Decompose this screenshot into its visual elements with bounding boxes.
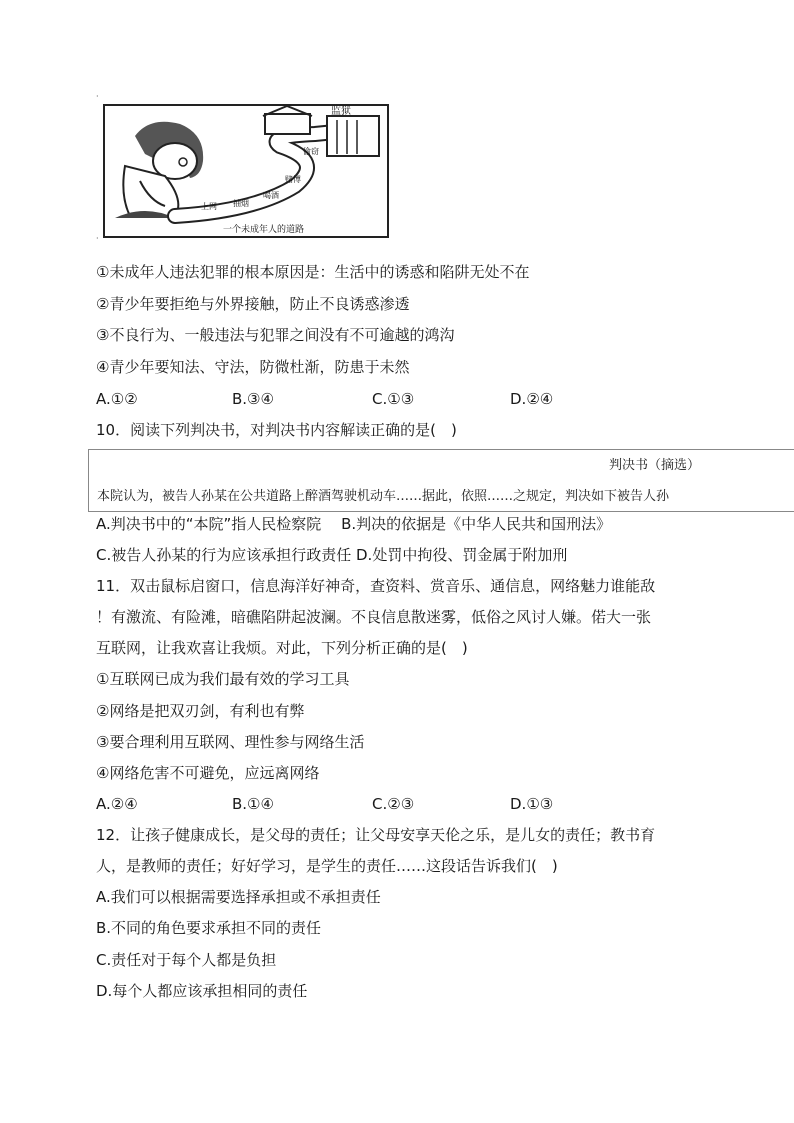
prison-label: 监狱 [331, 106, 351, 117]
q12-stem-line1: 12．让孩子健康成长，是父母的责任；让父母安享天伦之乐，是儿女的责任；教书育 [96, 826, 656, 844]
q10-options-line2: C.被告人孙某的行为应该承担行政责任 D.处罚中拘役、罚金属于附加刑 [96, 546, 568, 564]
judgment-title: 判决书（摘选） [609, 458, 701, 473]
option-b[interactable]: B.①④ [232, 795, 274, 813]
prison-icon [327, 116, 379, 156]
q9-statement-2: ②青少年要拒绝与外界接触，防止不良诱惑渗透 [96, 295, 410, 313]
option-d[interactable]: D.②④ [510, 390, 554, 408]
path-label: 喝酒 [263, 191, 279, 200]
q12-option-c[interactable]: C.责任对于每个人都是负担 [96, 951, 277, 969]
option-a[interactable]: A.①② [96, 390, 138, 408]
person-head [153, 143, 197, 179]
cartoon-figure [103, 104, 389, 238]
q9-statement-3: ③不良行为、一般违法与犯罪之间没有不可逾越的鸿沟 [96, 326, 455, 344]
q11-statement-2: ②网络是把双刃剑，有利也有弊 [96, 702, 305, 720]
option-d[interactable]: D.①③ [510, 795, 554, 813]
path-label: 偷窃 [303, 147, 319, 156]
figure-caption: 一个未成年人的道路 [223, 225, 305, 235]
q10-stem: 10．阅读下列判决书，对判决书内容解读正确的是( ) [96, 421, 457, 439]
q11-statement-4: ④网络危害不可避免，应远离网络 [96, 764, 320, 782]
q11-statement-1: ①互联网已成为我们最有效的学习工具 [96, 670, 350, 688]
path-label: 赌博 [285, 175, 301, 184]
q10-options-line1: A.判决书中的“本院”指人民检察院 B.判决的依据是《中华人民共和国刑法》 [96, 515, 612, 533]
option-c[interactable]: C.①③ [372, 390, 415, 408]
q12-option-a[interactable]: A.我们可以根据需要选择承担或不承担责任 [96, 888, 381, 906]
scan-dot: · [96, 92, 99, 101]
q11-statement-3: ③要合理利用互联网、理性参与网络生活 [96, 733, 365, 751]
q9-statement-4: ④青少年要知法、守法，防微杜渐，防患于未然 [96, 358, 410, 376]
q11-stem-line2: ！有激流、有险滩，暗礁陷阱起波澜。不良信息散迷雾，低俗之风讨人嫌。偌大一张 [96, 608, 652, 626]
option-c[interactable]: C.②③ [372, 795, 415, 813]
judgment-box [88, 449, 794, 512]
cartoon-drawing [105, 106, 387, 236]
option-b[interactable]: B.③④ [232, 390, 274, 408]
path-label: 抽烟 [233, 199, 249, 208]
q12-stem-line2: 人，是教师的责任；好好学习，是学生的责任……这段话告诉我们( ) [96, 857, 558, 875]
q11-stem-line1: 11．双击鼠标启窗口，信息海洋好神奇，查资料、赏音乐、通信息，网络魅力谁能敌 [96, 577, 656, 595]
q11-stem-line3: 互联网，让我欢喜让我烦。对此，下列分析正确的是( ) [96, 639, 468, 657]
q9-statement-1: ①未成年人违法犯罪的根本原因是：生活中的诱惑和陷阱无处不在 [96, 263, 530, 281]
q12-option-b[interactable]: B.不同的角色要求承担不同的责任 [96, 919, 322, 937]
scan-dot: · [96, 234, 99, 243]
judgment-body: 本院认为，被告人孙某在公共道路上醉酒驾驶机动车……据此，依照……之规定，判决如下被告人孙 [97, 489, 670, 504]
house-icon [265, 114, 310, 134]
path-label: 上网 [201, 202, 217, 211]
option-a[interactable]: A.②④ [96, 795, 138, 813]
q12-option-d[interactable]: D.每个人都应该承担相同的责任 [96, 982, 308, 1000]
